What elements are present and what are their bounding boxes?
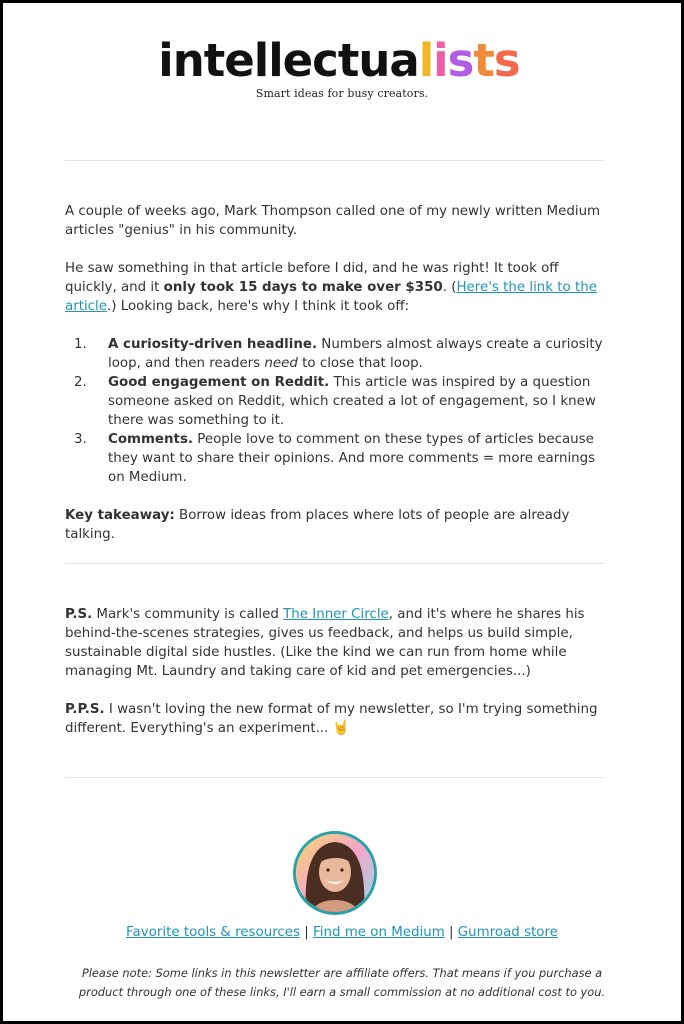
- divider: [65, 777, 605, 778]
- postscript: [65, 605, 609, 738]
- divider: [65, 160, 605, 161]
- reasons-list: [65, 335, 609, 487]
- brand-logo: intellectualists: [158, 34, 520, 87]
- intro-paragraph: A couple of weeks ago, Mark Thompson called one of my newly written Medium articles "genius" in his community.: [65, 204, 601, 238]
- gumroad-store-link[interactable]: Gumroad store: [457, 925, 558, 940]
- tools-resources-link[interactable]: Favorite tools & resources: [126, 925, 300, 940]
- key-takeaway: Key takeaway: Borrow ideas from places where lots of people are already talking.: [65, 508, 570, 542]
- article-body: [65, 202, 609, 544]
- list-item: 1. A curiosity-driven headline. Numbers almost always create a curiosity loop, and then readers need to close that loop.: [74, 337, 603, 371]
- pps-paragraph: P.P.S. I wasn't loving the new format of my newsletter, so I'm trying something different. Everything's an experiment... 🤘: [65, 702, 598, 736]
- list-item: 2. Good engagement on Reddit. This article was inspired by a question someone asked on Reddit, which created a lot of engagement, so I knew there was something to it.: [74, 375, 596, 428]
- author-portrait: [296, 834, 374, 912]
- header: [3, 35, 681, 100]
- earnings-highlight: only took 15 days to make over $350: [163, 280, 443, 295]
- divider: [65, 563, 605, 564]
- rock-hand-icon: 🤘: [332, 721, 350, 736]
- results-paragraph: He saw something in that article before I did, and he was right! It took off quickly, and it only took 15 days to make over $350. (Here's the link to the article.) Looking back, here's why I think it took off:: [65, 261, 597, 314]
- medium-profile-link[interactable]: Find me on Medium: [313, 925, 445, 940]
- inner-circle-link[interactable]: The Inner Circle: [283, 607, 389, 622]
- affiliate-disclaimer: Please note: Some links in this newsletter are affiliate offers. That means if you purchase a product through one of these links, I'll earn a small commission at no additional cost to you.: [78, 966, 606, 999]
- list-item: 3. Comments. People love to comment on these types of articles because they want to share their opinions. And more comments = more earnings on Medium.: [74, 432, 596, 485]
- ps-paragraph: P.S. Mark's community is called The Inner Circle, and it's where he shares his behind-the-scenes strategies, gives us feedback, and helps us build simple, sustainable digital side hustles. (Like the kind we can run from home while managing Mt. Laundry and taking care of kid and pet emergencies...): [65, 607, 585, 679]
- article-link[interactable]: Here's the link to the article: [65, 280, 597, 314]
- tagline: Smart ideas for busy creators.: [255, 87, 429, 100]
- footer-links: Favorite tools & resources | Find me on Medium | Gumroad store: [126, 925, 558, 940]
- avatar: [293, 831, 377, 915]
